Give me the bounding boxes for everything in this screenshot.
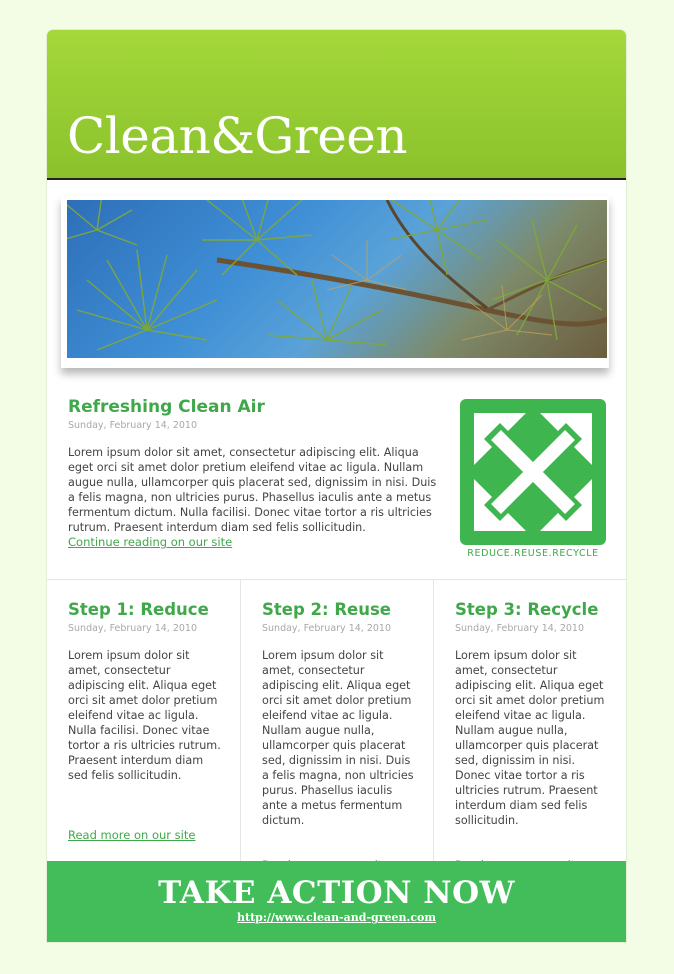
read-more-link[interactable]: Read more on our site [68,828,196,842]
recycle-logo [460,399,606,545]
step-column-reduce [47,580,240,861]
cta-url-container [47,911,626,924]
arrows-out-icon [460,399,606,545]
continue-reading-link[interactable]: Continue reading on our site [68,535,233,549]
step-title: Step 2: Reuse [262,600,391,619]
step-column-reuse [240,580,434,861]
hero-image [67,200,607,358]
brand-title: Clean&Green [67,107,408,165]
feature-date: Sunday, February 14, 2010 [68,420,198,431]
step-date: Sunday, February 14, 2010 [68,623,198,634]
step-text: Lorem ipsum dolor sit amet, consectetur adipiscing elit. Aliqua eget orci sit amet dolor pretium eleifend vitae ac ligula. Nulla facilisi. Donec vitae tortor a ris ultricies rutrum. Praesent interdum diam sed felis sollicitudin. [68,649,221,782]
step-date: Sunday, February 14, 2010 [455,623,585,634]
step-text: Lorem ipsum dolor sit amet, consectetur adipiscing elit. Aliqua eget orci sit amet dolor pretium eleifend vitae ac ligula. Nullam augue nulla, ullamcorper quis placerat sed, dignissim in nisi. Duis a felis magna, non ultricies purus. Phasellus iaculis ante a metus fermentum dictum. [262,649,414,827]
step-column-recycle [433,580,626,861]
step-date: Sunday, February 14, 2010 [262,623,392,634]
hero-frame [61,196,609,368]
logo-caption: REDUCE.REUSE.RECYCLE [467,548,599,559]
header-banner [47,30,626,180]
step-title: Step 3: Recycle [455,600,599,619]
feature-title: Refreshing Clean Air [68,397,265,417]
site-url-link[interactable]: http://www.clean-and-green.com [236,911,436,924]
newsletter-card [47,30,626,942]
step-text: Lorem ipsum dolor sit amet, consectetur adipiscing elit. Aliqua eget orci sit amet dolor pretium eleifend vitae ac ligula. Nullam augue nulla, ullamcorper quis placerat sed, dignissim in nisi. Donec vitae tortor a ris ultricies rutrum. Praesent interdum diam sed felis sollicitudin. [455,649,605,827]
feature-text: Lorem ipsum dolor sit amet, consectetur adipiscing elit. Aliqua eget orci sit amet dolor pretium eleifend vitae ac ligula. Nullam augue nulla, ullamcorper quis placerat sed, dignissim in nisi. Duis a felis magna, non ultricies purus. Phasellus iaculis ante a metus fermentum dictum. Nulla facilisi. Donec vitae tortor a ris ultricies rutrum. Praesent interdum diam sed felis sollicitudin. [68,446,437,534]
step-title: Step 1: Reduce [68,600,209,619]
cta-headline: TAKE ACTION NOW [158,875,515,911]
call-to-action-footer [47,861,626,942]
